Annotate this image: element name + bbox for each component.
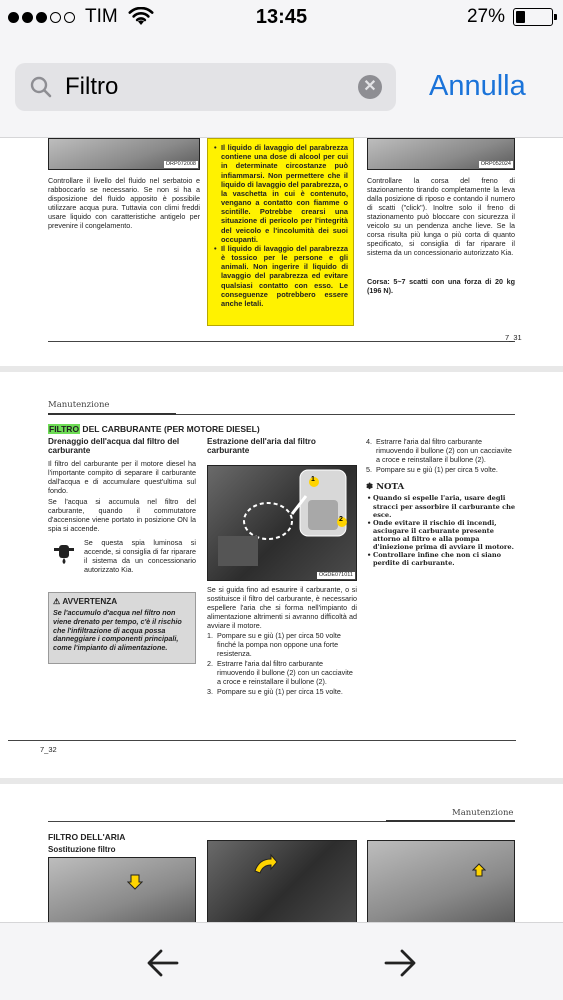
arrow-right-icon[interactable] (380, 943, 420, 983)
avvertenza-title (53, 597, 191, 607)
pdf-document[interactable] (0, 138, 563, 922)
callout-2: 2 (339, 516, 343, 523)
water-in-fuel-warning-icon (52, 541, 76, 565)
nota-title: ✽ NOTA (366, 482, 405, 492)
step-text: Estrarre l'aria dal filtro carburante rimuovendo il bullone (2) con un cacciavite a croce e reinstallare il bullone (2). (217, 659, 353, 686)
column-3 (366, 437, 516, 567)
page-number: 7_32 (40, 745, 57, 754)
column-1 (48, 437, 196, 533)
washer-fluid-text: Controllare il livello del fluido nel serbatoio e rabboccarlo se necessario. Se non si ha a disposizione del fluido apposito è possibile utilizzare acqua pura. Tuttavia con climi freddi usare liquido con caratteristiche antigelo per prevenire il congelamento. (48, 176, 200, 230)
nota-item: • Controllare infine che non ci siano perdite di carburante. (373, 551, 516, 567)
nota-item: • Onde evitare il rischio di incendi, asciugare il carburante presente attorno al filtro e alla pompa d'iniezione prima di avviare il motore. (373, 519, 516, 551)
step-item: 2. Estrarre l'aria dal filtro carburante rimuovendo il bullone (2) con un cacciavite a croce e reinstallare il bullone (2). (207, 659, 353, 686)
bottom-toolbar (0, 922, 563, 1000)
photo-code: OGDE071011 (318, 572, 353, 579)
battery-percent: 27% (466, 6, 505, 27)
fuel-filter-illustration (208, 466, 356, 580)
photo-air-filter-2 (207, 840, 357, 922)
page-33 (0, 784, 563, 922)
page-rule (8, 740, 516, 741)
page-31 (0, 138, 563, 348)
step-item: 5. Pompare su e giù (1) per circa 5 volte. (366, 465, 498, 474)
photo-code: ORP072008 (165, 161, 196, 168)
air-bleed-steps (207, 631, 357, 696)
section-title (48, 424, 260, 434)
drain-water-title: Drenaggio dell'acqua dal filtro del carburante (48, 437, 180, 456)
step-item: 3. Pompare su e giù (1) per circa 15 volte. (207, 687, 343, 696)
search-bar[interactable] (15, 63, 396, 111)
parking-brake-spec: Corsa: 5~7 scatti con una forza di 20 kg (196 N). (367, 277, 515, 295)
callout-1: 1 (311, 476, 315, 483)
page-header: Manutenzione (48, 400, 110, 410)
photo-parking-brake (367, 138, 515, 170)
nota-block (366, 482, 516, 567)
header-rule-thin (176, 414, 515, 415)
drain-water-text: Il filtro del carburante per il motore diesel ha l'importante compito di separare il carburante dall'acqua e di accumulare quest'ultima sul fondo. (48, 458, 196, 495)
photo-air-filter-1 (48, 857, 196, 922)
step-text: Pompare su e giù (1) per circa 50 volte finché la pompa non oppone una forte resistenza. (217, 631, 341, 658)
search-highlight: FILTRO (49, 424, 80, 434)
warning-triangle-icon: ⚠ (53, 597, 61, 606)
top-chrome (0, 0, 563, 138)
warning-item: • Il liquido di lavaggio del parabrezza contiene una dose di alcool per cui in determinate circostanze può infiammarsi. Non permettere che il liquido di lavaggio del parabrezza, o la vaschetta in cui è contenuto, vengano a contatto con fiamme o scintille. Potrebbe crearsi una situazione di pericolo per l'integrità del veicolo e l'incolumità dei suoi occupanti. (221, 143, 348, 244)
column-2 (207, 437, 357, 459)
step-text: Pompare su e giù (1) per circa 15 volte. (217, 687, 343, 696)
page-header: Manutenzione (452, 808, 514, 818)
clip-arrow-icon (472, 863, 486, 877)
arrow-left-icon[interactable] (143, 943, 183, 983)
avvertenza-title-text: AVVERTENZA (62, 597, 118, 606)
photo-fuel-filter (207, 465, 357, 581)
step-item: 1. Pompare su e giù (1) per circa 50 volte finché la pompa non oppone una forte resistenza. (207, 631, 341, 658)
page-32 (0, 372, 563, 778)
nota-list (366, 494, 516, 566)
clock: 13:45 (255, 6, 308, 28)
battery-icon (513, 8, 553, 26)
air-bleed-text: Se si guida fino ad esaurire il carburante, o si sostituisce il filtro del carburante, è necessario espellere l'aria che si forma nell'impianto di alimentazione altrimenti si avranno difficoltà ad avviare il motore. (207, 585, 357, 630)
photo-washer-reservoir (48, 138, 200, 170)
avvertenza-box (48, 592, 196, 664)
header-rule (386, 820, 515, 822)
parking-brake-text: Controllare la corsa del freno di stazionamento tirando completamente la leva dalla posizione di riposo e contando il numero di scatti ("click"). Inoltre solo il freno di stazionamento può bloccare con sicurezza il veicolo su un pendenza anche lieve. Se la corsa risulta più lunga o più corta di quanto specificato, si consiglia di far riparare il sistema da un concessionario autorizzato Kia. (367, 176, 515, 257)
status-bar (0, 0, 563, 36)
search-input[interactable] (65, 72, 345, 102)
photo-code: ORP052024 (480, 161, 511, 168)
air-bleed-steps-continued (366, 437, 516, 474)
step-item: 4. Estrarre l'aria dal filtro carburante rimuovendo il bullone (2) con un cacciavite a croce e reinstallare il bullone (2). (366, 437, 512, 464)
warning-item: • Il liquido di lavaggio del parabrezza è tossico per le persone e gli animali. Non ingerire il liquido di lavaggio del parabrezza ed evitare qualsiasi contatto con esso. Le conseguenze potrebbero essere anche letali. (221, 244, 348, 308)
column-2-text (207, 585, 357, 697)
warning-light-text: Se questa spia luminosa si accende, si consiglia di far riparare il sistema da un concessionario autorizzato Kia. (84, 538, 196, 574)
step-text: Pompare su e giù (1) per circa 5 volte. (376, 465, 498, 474)
washer-fluid-warning (207, 138, 354, 326)
arrow-down-icon (127, 874, 143, 890)
avvertenza-text: Se l'accumulo d'acqua nel filtro non viene drenato per tempo, c'è il rischio che l'infiltrazione di acqua possa danneggiare i componenti principali, come l'impianto di alimentazione. (53, 608, 182, 653)
header-rule-thin (48, 821, 386, 822)
page-rule (48, 341, 515, 342)
battery-level (516, 11, 525, 23)
carrier-name: TIM (85, 6, 118, 27)
page-number: 7_31 (505, 333, 522, 342)
photo-air-filter-3 (367, 840, 515, 922)
drain-water-text: Se l'acqua si accumula nel filtro del carburante, quando il commutatore d'accensione viene portato in posizione ON la spia si accende. (48, 496, 196, 533)
magnifier-icon (29, 75, 53, 99)
sub-title: Sostituzione filtro (48, 845, 116, 854)
clear-icon[interactable]: ✕ (358, 75, 382, 99)
arrow-curved-icon (252, 853, 278, 875)
air-bleed-title: Estrazione dell'aria dal filtro carburante (207, 437, 316, 456)
section-title: FILTRO DELL'ARIA (48, 832, 126, 842)
nota-item: • Quando si espelle l'aria, usare degli stracci per assorbire il carburante che esce. (373, 494, 516, 518)
section-title-rest: DEL CARBURANTE (PER MOTORE DIESEL) (80, 424, 260, 434)
step-text: Estrarre l'aria dal filtro carburante rimuovendo il bullone (2) con un cacciavite a croce e reinstallare il bullone (2). (376, 437, 512, 464)
cancel-button[interactable]: Annulla (429, 70, 526, 102)
header-rule (48, 413, 176, 415)
